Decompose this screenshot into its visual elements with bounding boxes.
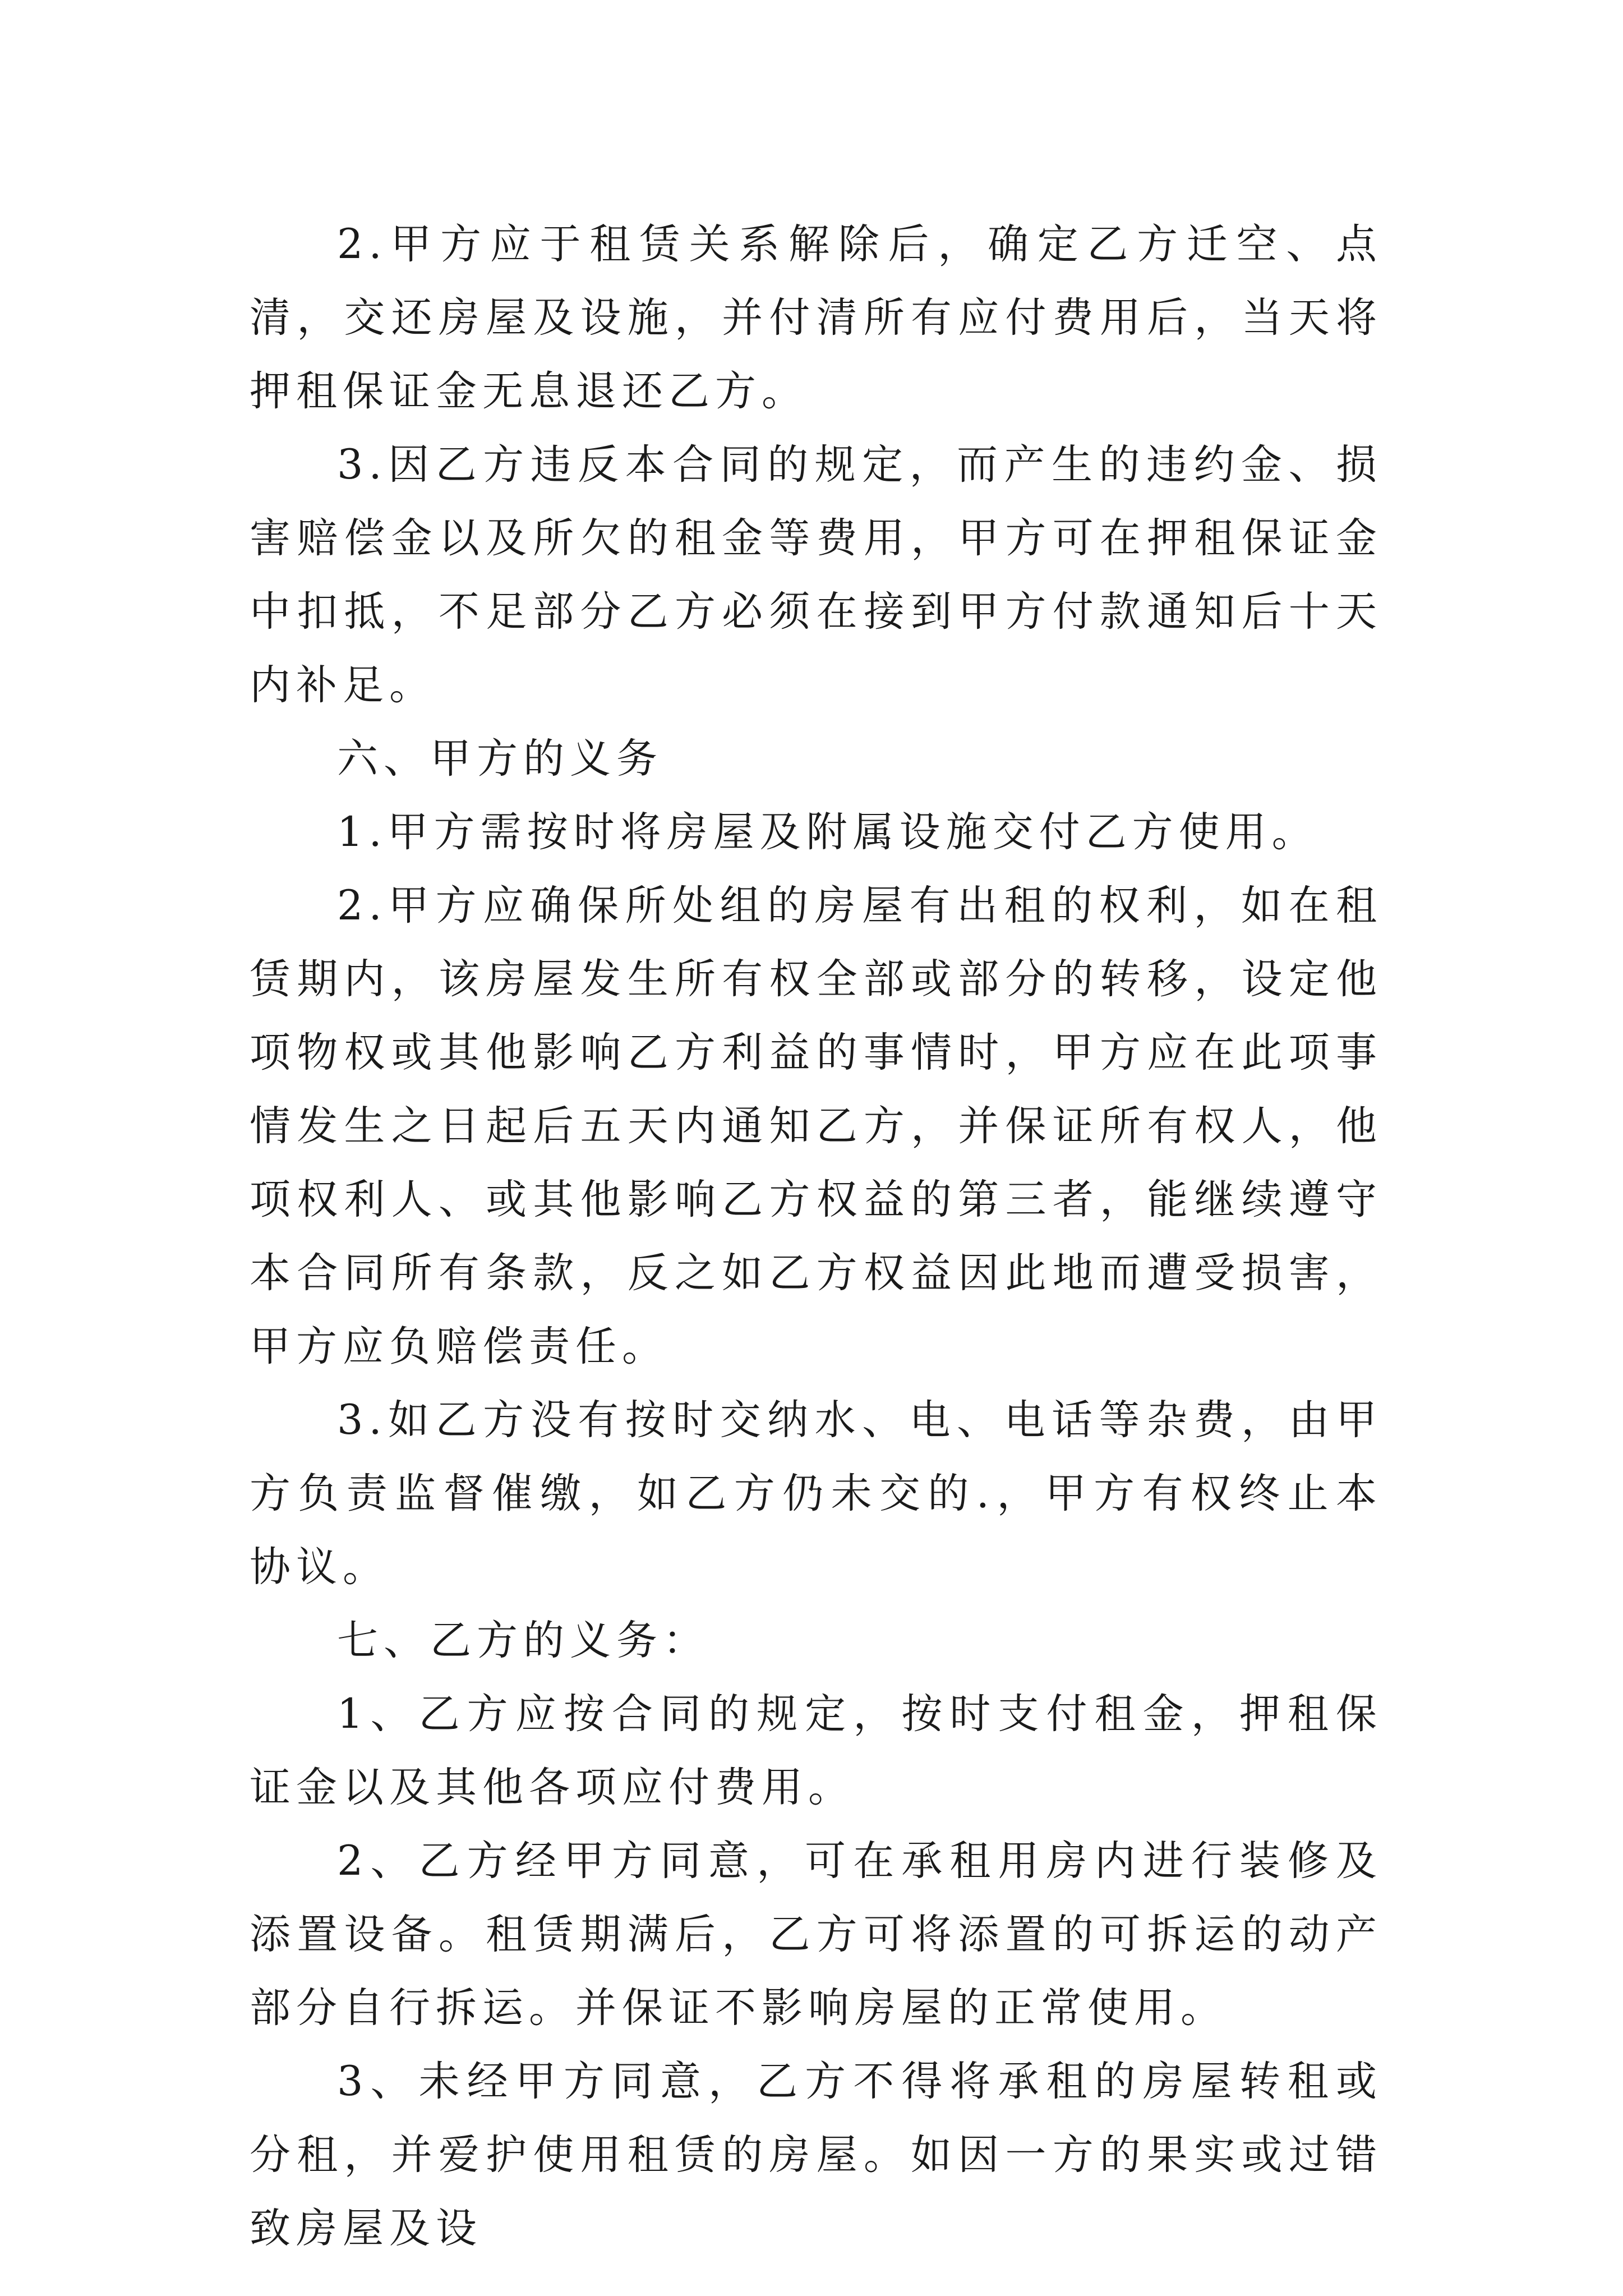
document-body <box>250 208 1382 2265</box>
clause-6-1: 1.甲方需按时将房屋及附属设施交付乙方使用。 <box>337 808 1318 856</box>
clause-6-2: 2.甲方应确保所处组的房屋有出租的权利，如在租赁期内，该房屋发生所有权全部或部分的转移，设定他项物权或其他影响乙方利益的事情时，甲方应在此项事情发生之日起后五天内通知乙方，并保证所有权人，他项权利人、或其他影响乙方权益的第三者，能继续遵守本合同所有条款，反之如乙方权益因此地而遭受损害，甲方应负赔偿责任。 <box>250 882 1382 1370</box>
section-heading-7: 七、乙方的义务： <box>337 1617 709 1664</box>
clause-7-1: 1、乙方应按合同的规定，按时支付租金，押租保证金以及其他各项应付费用。 <box>250 1690 1382 1811</box>
clause-7-3: 3、未经甲方同意，乙方不得将承租的房屋转租或分租，并爱护使用租赁的房屋。如因一方的果实或过错致房屋及设 <box>250 2058 1382 2252</box>
clause-7-2: 2、乙方经甲方同意，可在承租用房内进行装修及添置设备。租赁期满后，乙方可将添置的可拆运的动产部分自行拆运。并保证不影响房屋的正常使用。 <box>250 1837 1382 2032</box>
clause-6-3: 3.如乙方没有按时交纳水、电、电话等杂费，由甲方负责监督催缴，如乙方仍未交的.，甲方有权终止本协议。 <box>250 1396 1382 1591</box>
section-heading-6: 六、甲方的义务 <box>337 735 663 783</box>
clause-5-2: 2.甲方应于租赁关系解除后，确定乙方迁空、点清，交还房屋及设施，并付清所有应付费用后，当天将押租保证金无息退还乙方。 <box>250 220 1382 415</box>
clause-5-3: 3.因乙方违反本合同的规定，而产生的违约金、损害赔偿金以及所欠的租金等费用，甲方可在押租保证金中扣抵，不足部分乙方必须在接到甲方付款通知后十天内补足。 <box>250 441 1382 709</box>
